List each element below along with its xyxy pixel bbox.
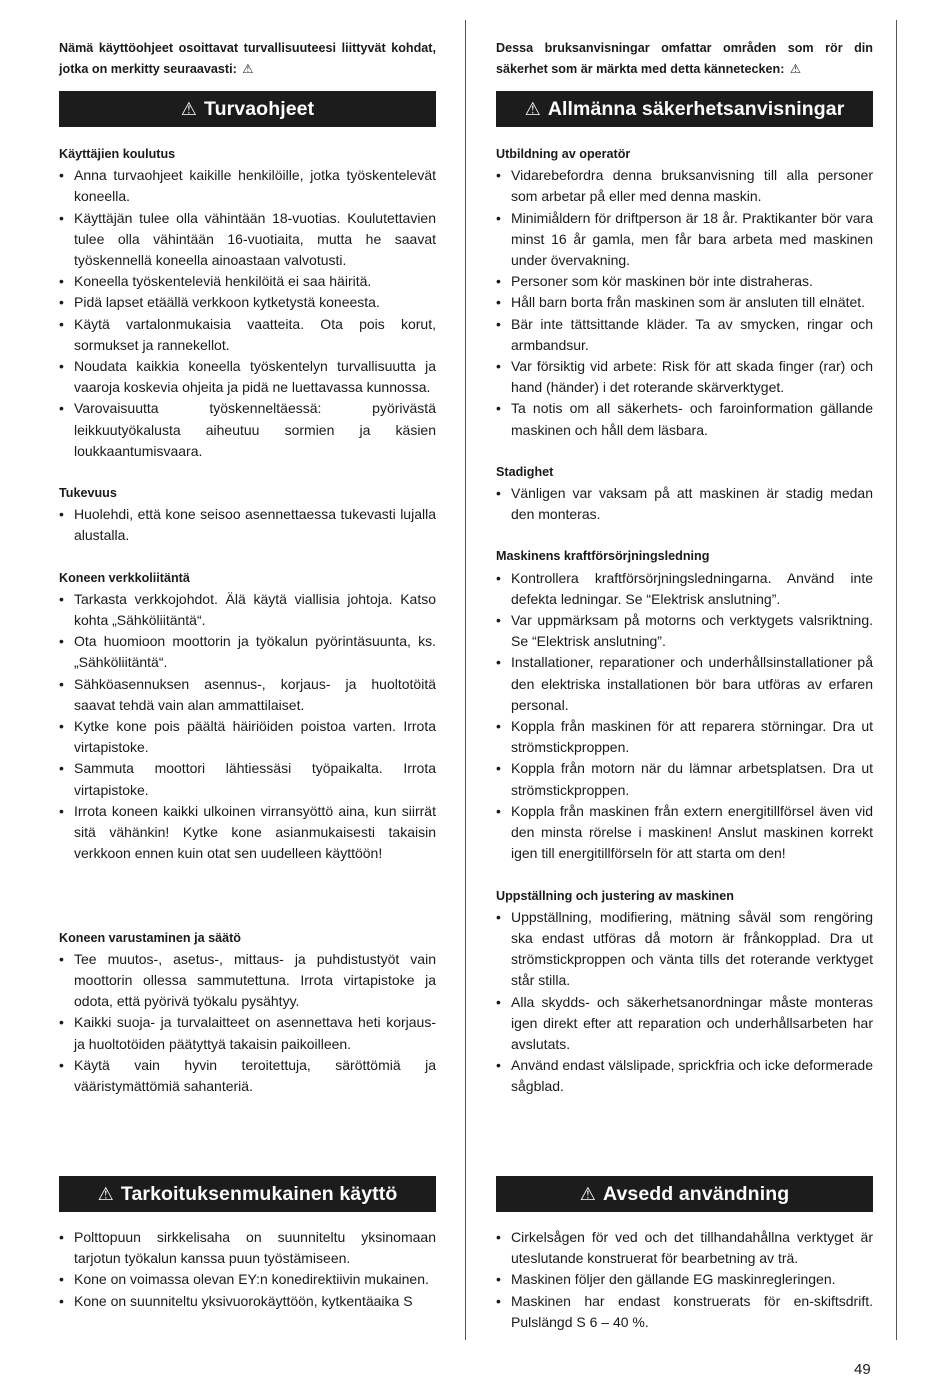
list-item: • Sähköasennuksen asennus-, korjaus- ja huoltotöitä saavat tehdä vain alan ammattilaiset. — [59, 674, 436, 716]
list-item: • Huolehdi, että kone seisoo asennettaessa tukevasti lujalla alustalla. — [59, 504, 436, 546]
list-item: • Tee muutos-, asetus-, mittaus- ja puhdistustyöt vain moottorin ollessa sammutettuna. Irrota virtapistoke ja odota, että pyörivä työkalu pysähtyy. — [59, 949, 436, 1013]
list-item: • Vidarebefordra denna bruksanvisning till alla personer som arbetar på eller med denna maskin. — [496, 165, 873, 207]
list-item: • Använd endast välslipade, sprickfria och icke deformerade sågblad. — [496, 1055, 873, 1097]
warning-icon: ⚠ — [789, 62, 802, 76]
left-column — [59, 38, 436, 1097]
bullet-list — [59, 165, 436, 462]
section-title: Stadighet — [496, 464, 554, 479]
list-item: • Polttopuun sirkkelisaha on suunniteltu yksinomaan tarjotun työkalun kanssa puun työstämiseen. — [59, 1227, 436, 1269]
list-item: • Uppställning, modifiering, mätning såväl som rengöring ska endast utföras då motorn är frånkopplad. Dra ut strömstickproppen och vänta tills det roterande verktyget står stilla. — [496, 907, 873, 992]
banner-title: Avsedd användning — [602, 1182, 790, 1205]
list-item: • Maskinen följer den gällande EG maskinregleringen. — [496, 1269, 873, 1290]
warning-icon: ⚠ — [524, 98, 541, 119]
list-item: • Installationer, reparationer och underhållsinstallationer på den elektriska installationen bör bara utföras av erfaren personal. — [496, 652, 873, 716]
section-title: Tukevuus — [59, 486, 117, 501]
list-item: • Varovaisuutta työskenneltäessä: pyörivästä leikkuutyökalusta aiheutuu sormien ja käsien loukkaantumisvaara. — [59, 398, 436, 462]
list-item: • Bär inte tättsittande kläder. Ta av smycken, ringar och armbandsur. — [496, 314, 873, 356]
column-divider-line — [465, 20, 466, 1340]
right-edge-line — [896, 20, 897, 1340]
list-item: • Kone on voimassa olevan EY:n konedirektiivin mukainen. — [59, 1269, 436, 1290]
safety-banner — [496, 91, 873, 127]
right-use-block — [496, 1176, 873, 1333]
list-item: • Koppla från maskinen för att reparera störningar. Dra ut strömstickproppen. — [496, 716, 873, 758]
section — [59, 483, 436, 547]
list-item: • Kontrollera kraftförsörjningsledningarna. Använd inte defekta ledningar. Se “Elektrisk anslutning”. — [496, 568, 873, 610]
section — [496, 144, 873, 441]
section — [59, 144, 436, 462]
warning-icon: ⚠ — [242, 62, 254, 76]
intro-text: Nämä käyttöohjeet osoittavat turvallisuuteesi liittyvät kohdat, jotka on merkitty seuraavasti: ⚠ — [59, 41, 436, 76]
right-column — [496, 38, 873, 1098]
list-item: • Koppla från motorn när du lämnar arbetsplatsen. Dra ut strömstickproppen. — [496, 758, 873, 800]
section — [496, 546, 873, 864]
bullet-list — [496, 568, 873, 865]
list-item: • Käyttäjän tulee olla vähintään 18-vuotias. Koulutettavien tulee olla vähintään 16-vuotiaita, mutta he saavat työskennellä koneella ainoastaan valvotusti. — [59, 208, 436, 272]
section-title: Koneen verkkoliitäntä — [59, 570, 190, 585]
bullet-list — [59, 1227, 436, 1312]
list-item: • Alla skydds- och säkerhetsanordningar måste monteras igen direkt efter att reparation och underhållsarbeten har avslutats. — [496, 992, 873, 1056]
bullet-list — [59, 589, 436, 865]
bullet-list — [59, 504, 436, 546]
bullet-list — [496, 907, 873, 1098]
list-item: • Käytä vain hyvin teroitettuja, säröttömiä ja vääristymättömiä sahanteriä. — [59, 1055, 436, 1097]
bullet-list — [496, 165, 873, 441]
list-item: • Käytä vartalonmukaisia vaatteita. Ota pois korut, sormukset ja rannekellot. — [59, 314, 436, 356]
list-item: • Koppla från maskinen från extern energitillförsel även vid den minsta rörelse i maskinen! Anslut maskinen korrekt igen till energitillförseln för att starta om den! — [496, 801, 873, 865]
warning-icon: ⚠ — [97, 1183, 114, 1204]
list-item: • Irrota koneen kaikki ulkoinen virransyöttö aina, kun siirrät sitä vähänkin! Kytke kone asianmukaisesti takaisin verkkoon ennen kuin otat sen uudelleen käyttöön! — [59, 801, 436, 865]
list-item: • Sammuta moottori lähtiessäsi työpaikalta. Irrota virtapistoke. — [59, 758, 436, 800]
list-item: • Var uppmärksam på motorns och verktygets valsriktning. Se “Elektrisk anslutning”. — [496, 610, 873, 652]
section — [59, 568, 436, 865]
warning-icon: ⚠ — [180, 98, 198, 119]
list-item: • Håll barn borta från maskinen som är ansluten till elnätet. — [496, 292, 873, 313]
list-item: • Noudata kaikkia koneella työskentelyn turvallisuutta ja vaaroja koskevia ohjeita ja pidä ne luettavassa kunnossa. — [59, 356, 436, 398]
page-number: 49 — [854, 1361, 871, 1378]
section — [496, 462, 873, 526]
bullet-list — [59, 949, 436, 1097]
banner-title: Allmänna säkerhetsanvisningar — [547, 97, 845, 120]
safety-banner — [59, 91, 436, 127]
section-title: Käyttäjien koulutus — [59, 147, 176, 161]
intro-text: Dessa bruksanvisningar omfattar områden som rör din säkerhet som är märkta med detta kännetecken: ⚠ — [496, 41, 873, 76]
bullet-list — [496, 483, 873, 525]
list-item: • Minimiåldern för driftperson är 18 år. Praktikanter bör vara minst 16 år gamla, men får bara arbeta med maskinen under övervakning. — [496, 208, 873, 272]
list-item: • Kytke kone pois päältä häiriöiden poistoa varten. Irrota virtapistoke. — [59, 716, 436, 758]
section — [59, 928, 436, 1098]
warning-icon: ⚠ — [579, 1183, 596, 1204]
list-item: • Kone on suunniteltu yksivuorokäyttöön, kytkentäaika S — [59, 1291, 436, 1312]
left-use-block — [59, 1176, 436, 1312]
bullet-list — [496, 1227, 873, 1333]
list-item: • Var försiktig vid arbete: Risk för att skada finger (rar) och hand (händer) i det roterande skärverktyget. — [496, 356, 873, 398]
list-item: • Pidä lapset etäällä verkkoon kytketystä koneesta. — [59, 292, 436, 313]
section-title: Maskinens kraftförsörjningsledning — [496, 549, 710, 564]
section-title: Koneen varustaminen ja säätö — [59, 930, 241, 945]
list-item: • Maskinen har endast konstruerats för en-skiftsdrift. Pulslängd S 6 – 40 %. — [496, 1291, 873, 1333]
banner-title: Tarkoituksenmukainen käyttö — [120, 1182, 398, 1205]
list-item: • Ta notis om all säkerhets- och faroinformation gällande maskinen och håll dem läsbara. — [496, 398, 873, 440]
section-title: Uppställning och justering av maskinen — [496, 888, 734, 903]
section — [496, 886, 873, 1098]
intended-use-banner — [59, 1176, 436, 1212]
list-item: • Anna turvaohjeet kaikille henkilöille, jotka työskentelevät koneella. — [59, 165, 436, 207]
list-item: • Kaikki suoja- ja turvalaitteet on asennettava heti korjaus- ja huoltotöiden päätyttyä takaisin paikoilleen. — [59, 1012, 436, 1054]
banner-title: Turvaohjeet — [204, 97, 315, 120]
list-item: • Cirkelsågen för ved och det tillhandahållna verktyget är uteslutande konstruerat för bearbetning av trä. — [496, 1227, 873, 1269]
intended-use-banner — [496, 1176, 873, 1212]
list-item: • Personer som kör maskinen bör inte distraheras. — [496, 271, 873, 292]
list-item: • Koneella työskenteleviä henkilöitä ei saa häiritä. — [59, 271, 436, 292]
list-item: • Ota huomioon moottorin ja työkalun pyörintäsuunta, ks. „Sähköliitäntä“. — [59, 631, 436, 673]
section-title: Utbildning av operatör — [496, 147, 631, 161]
list-item: • Tarkasta verkkojohdot. Älä käytä viallisia johtoja. Katso kohta „Sähköliitäntä“. — [59, 589, 436, 631]
list-item: • Vänligen var vaksam på att maskinen är stadig medan den monteras. — [496, 483, 873, 525]
